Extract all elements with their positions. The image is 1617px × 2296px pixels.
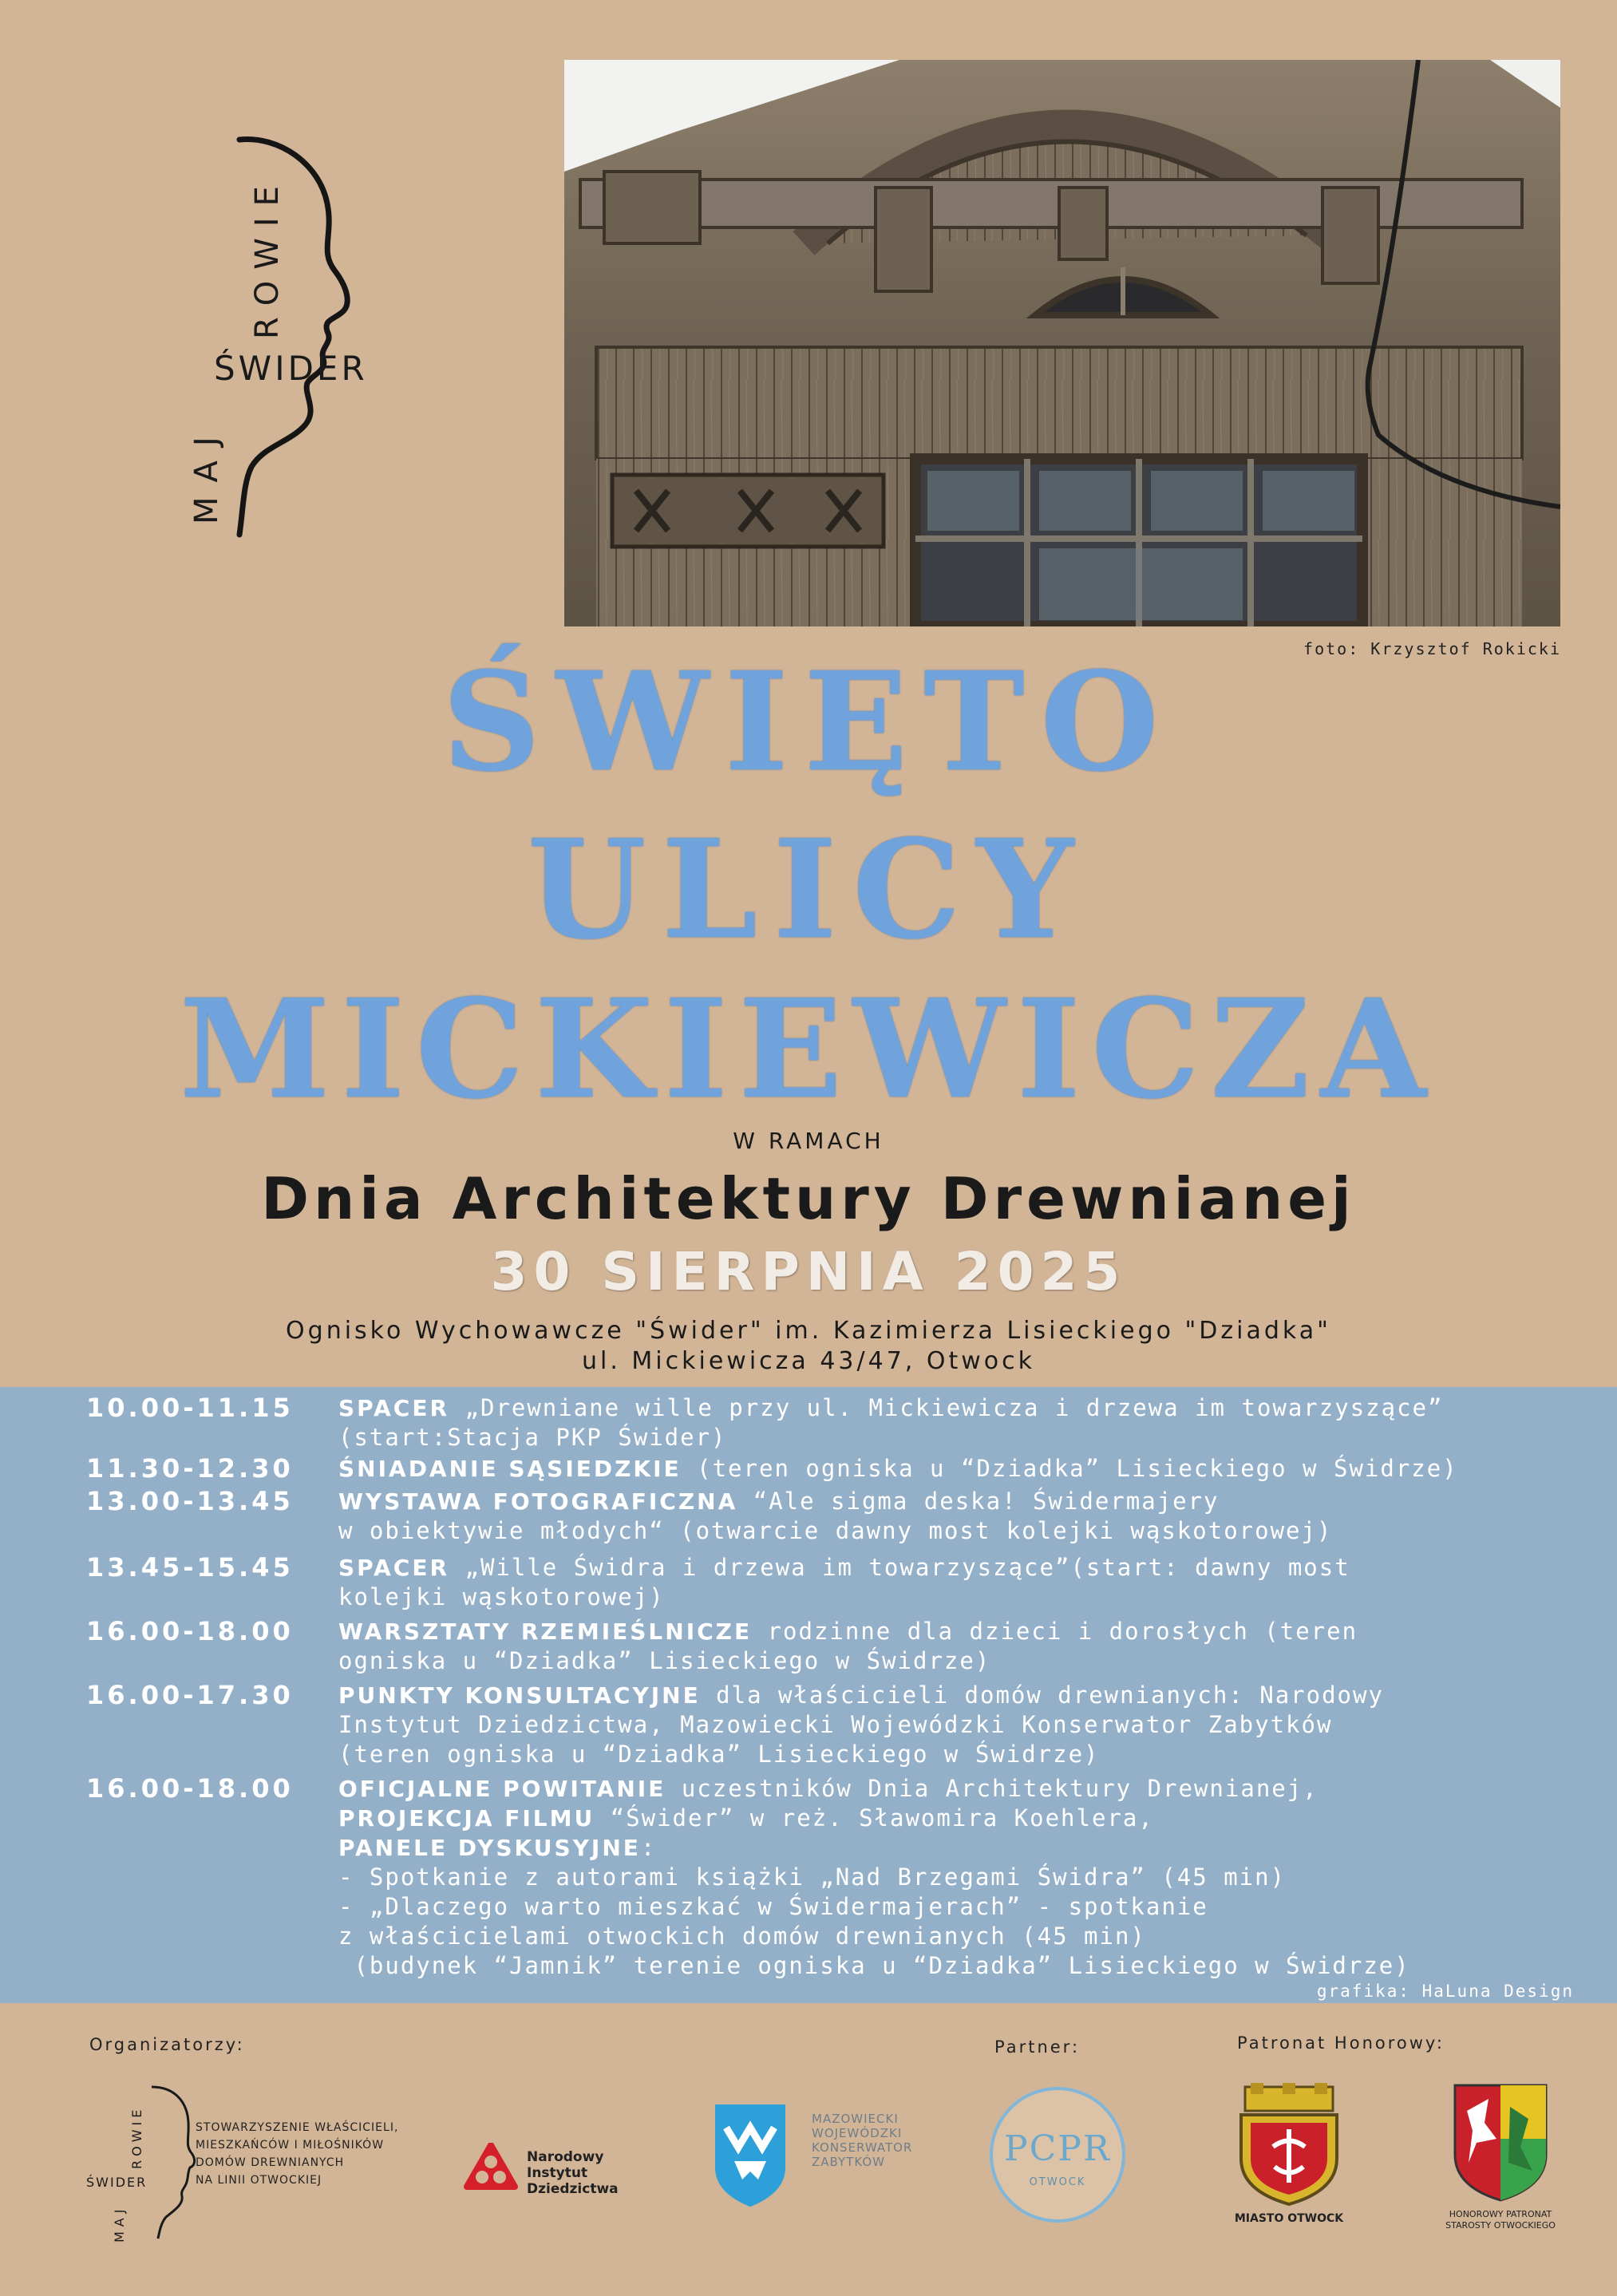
city-crest-label: MIASTO OTWOCK <box>1234 2212 1344 2225</box>
logo-word-swider: ŚWIDER <box>214 349 368 388</box>
schedule-title: OFICJALNE POWITANIE <box>338 1776 666 1802</box>
title-line-1: ŚWIĘTO <box>442 642 1175 802</box>
schedule-item <box>86 1774 1587 1981</box>
partner-label: Partner: <box>994 2037 1081 2057</box>
schedule-item <box>86 1487 1587 1546</box>
schedule-text: Instytut Dziedzictwa, Mazowiecki Wojewódzki Konserwator Zabytków <box>338 1711 1333 1738</box>
schedule-text: (teren ogniska u “Dziadka” Lisieckiego w Świdrze) <box>697 1455 1458 1482</box>
association-name: STOWARZYSZENIE WŁAŚCICIELI, MIESZKAŃCÓW I MIŁOŚNIKÓW DOMÓW DREWNIANYCH NA LINII OTWOCKIEJ <box>196 2121 399 2187</box>
schedule-time: 13.45-15.45 <box>86 1552 294 1583</box>
majrowie-logo <box>80 132 431 547</box>
city-crest-icon <box>1233 2083 1345 2207</box>
schedule-item <box>86 1393 1587 1452</box>
schedule-item <box>86 1454 1587 1484</box>
schedule-title: WYSTAWA FOTOGRAFICZNA <box>338 1488 738 1515</box>
schedule-text: ogniska u “Dziadka” Lisieckiego w Świdrze) <box>338 1647 991 1674</box>
schedule-subtitle: PANELE DYSKUSYJNE <box>338 1835 641 1861</box>
schedule-text: uczestników Dnia Architektury Drewnianej, <box>681 1775 1319 1802</box>
schedule-text: kolejki wąskotorowej) <box>338 1583 665 1610</box>
schedule-text: - „Dlaczego warto mieszkać w Świdermajerach” - spotkanie <box>338 1893 1208 1920</box>
schedule-time: 10.00-11.15 <box>86 1393 294 1423</box>
assoc-logo-word-maj: MAJ <box>112 2204 127 2243</box>
venue-name: Ognisko Wychowawcze "Świder" im. Kazimierza Lisieckiego "Dziadka" <box>286 1317 1331 1345</box>
schedule-time: 13.00-13.45 <box>86 1486 294 1516</box>
schedule-text: „Drewniane wille przy ul. Mickiewicza i drzewa im towarzyszące” <box>465 1394 1444 1421</box>
event-date: 30 SIERPNIA 2025 <box>490 1241 1127 1302</box>
schedule-text: w obiektywie młodych“ (otwarcie dawny most kolejki wąskotorowej) <box>338 1517 1333 1544</box>
schedule-time: 16.00-17.30 <box>86 1680 294 1710</box>
mwkz-name-1: MAZOWIECKI <box>812 2112 899 2126</box>
wooden-house-photo <box>564 60 1560 626</box>
schedule-text: “Świder” w reż. Sławomira Koehlera, <box>610 1804 1154 1832</box>
schedule-subtitle: PROJEKCJA FILMU <box>338 1805 595 1832</box>
organizers-label: Organizatorzy: <box>89 2035 245 2054</box>
schedule-text: z właścicielami otwockich domów drewnianych (45 min) <box>338 1923 1146 1950</box>
trefoil-icon <box>463 2143 519 2199</box>
association-logo <box>80 2083 399 2243</box>
shield-icon <box>714 2104 786 2207</box>
mwkz-name-2: WOJEWÓDZKI <box>812 2126 903 2140</box>
schedule-title: SPACER <box>338 1555 450 1581</box>
schedule-text: - Spotkanie z autorami książki „Nad Brzegami Świdra” (45 min) <box>338 1863 1287 1891</box>
nid-name-3: Dziedzictwa <box>527 2181 619 2197</box>
nid-name-1: Narodowy <box>527 2149 604 2165</box>
schedule-text: rodzinne dla dzieci i dorosłych (teren <box>767 1618 1358 1645</box>
nid-name-2: Instytut <box>527 2165 588 2181</box>
pcpr-text: PCPR <box>1003 2128 1111 2169</box>
schedule-title: WARSZTATY RZEMIEŚLNICZE <box>338 1618 753 1645</box>
schedule-text: (budynek “Jamnik” terenie ogniska u “Dziadka” Lisieckiego w Świdrze) <box>338 1952 1410 1979</box>
mwkz-logo <box>714 2104 954 2207</box>
schedule-text: (start:Stacja PKP Świder) <box>338 1424 727 1451</box>
schedule-title: PUNKTY KONSULTACYJNE <box>338 1682 701 1709</box>
assoc-logo-word-rowie: ROWIE <box>129 2105 144 2169</box>
schedule-text: dla właścicieli domów drewnianych: Narodowy <box>716 1681 1384 1709</box>
county-crest-icon <box>1453 2083 1548 2203</box>
title-line-3: MICKIEWICZA <box>180 970 1437 1129</box>
patronage-label: Patronat Honorowy: <box>1237 2033 1445 2053</box>
schedule-text: „Wille Świdra i drzewa im towarzyszące”(start: dawny most <box>465 1554 1350 1581</box>
county-crest-label: HONOROWY PATRONAT STAROSTY OTWOCKIEGO <box>1445 2209 1556 2231</box>
schedule-time: 16.00-18.00 <box>86 1616 294 1646</box>
schedule-time: 11.30-12.30 <box>86 1453 294 1484</box>
title-line-2: ULICY <box>528 810 1089 970</box>
event-subtitle: Dnia Architektury Drewnianej <box>261 1165 1356 1232</box>
nid-logo <box>463 2143 646 2215</box>
schedule-title: ŚNIADANIE SĄSIEDZKIE <box>338 1456 682 1482</box>
schedule-title: SPACER <box>338 1395 450 1421</box>
logo-word-rowie: ROWIE <box>249 175 286 339</box>
venue-address: ul. Mickiewicza 43/47, Otwock <box>582 1347 1035 1375</box>
mwkz-name-3: KONSERWATOR <box>812 2140 913 2155</box>
schedule-item <box>86 1553 1587 1612</box>
assoc-logo-word-swider: ŚWIDER <box>86 2175 148 2190</box>
starosta-crest <box>1445 2083 1556 2235</box>
schedule-text: “Ale sigma deska! Świdermajery <box>753 1488 1220 1515</box>
schedule-item <box>86 1617 1587 1676</box>
schedule-text: (teren ogniska u “Dziadka” Lisieckiego w Świdrze) <box>338 1741 1100 1768</box>
schedule-time: 16.00-18.00 <box>86 1773 294 1804</box>
schedule-item <box>86 1681 1587 1769</box>
in-frame-label: W RAMACH <box>733 1128 884 1154</box>
logo-word-maj: MAJ <box>188 422 225 524</box>
mwkz-name-4: ZABYTKÓW <box>812 2155 885 2169</box>
photo-credit: foto: Krzysztof Rokicki <box>1303 639 1561 658</box>
pcpr-logo <box>990 2087 1125 2223</box>
pcpr-subtext: OTWOCK <box>1029 2176 1086 2188</box>
design-credit: grafika: HaLuna Design <box>1316 1982 1574 2001</box>
schedule-text: : <box>640 1834 657 1861</box>
otwock-city-crest <box>1233 2083 1345 2235</box>
